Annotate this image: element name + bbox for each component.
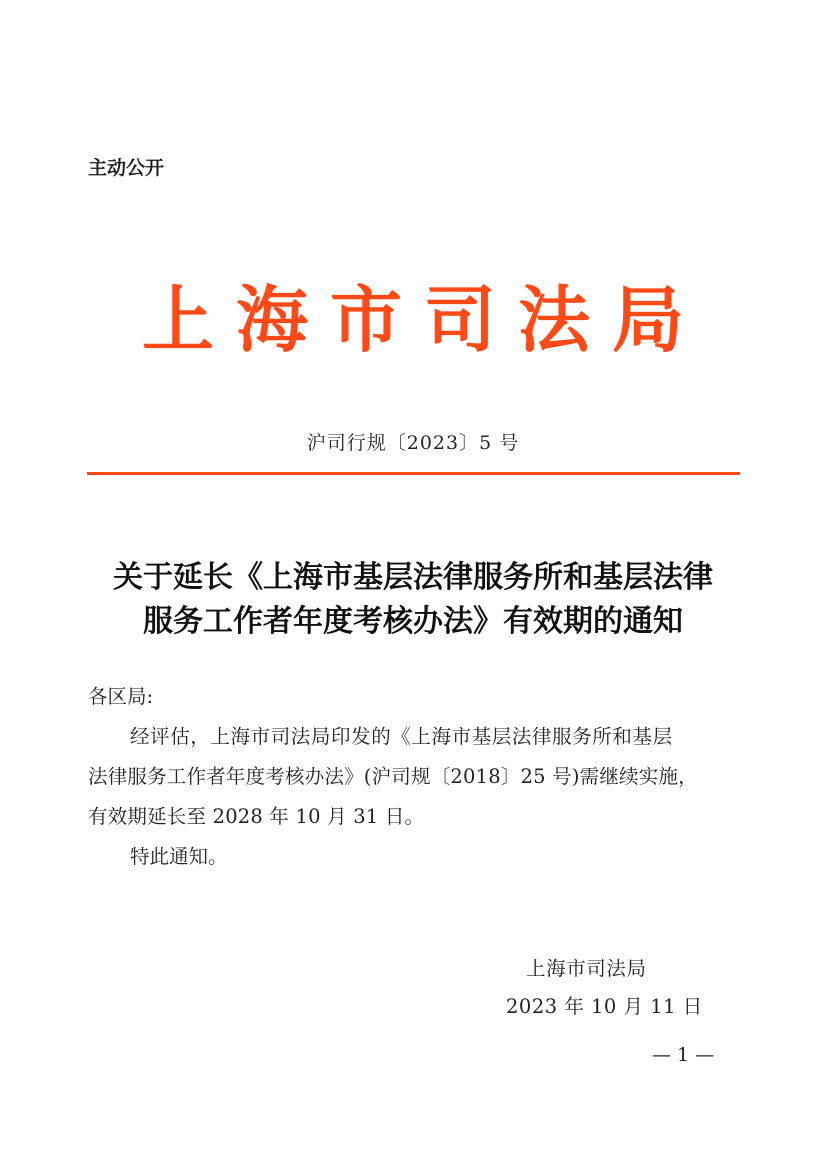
body-paragraph-1-line-1: 经评估，上海市司法局印发的《上海市基层法律服务所和基层 [130,725,673,748]
body-paragraph-1-line-2: 法律服务工作者年度考核办法》(沪司规〔2018〕25 号)需继续实施， [88,765,698,788]
signature-date: 2023 年 10 月 11 日 [506,995,703,1018]
header-divider [87,472,740,475]
document-title-line-1: 关于延长《上海市基层法律服务所和基层法律 [113,560,713,595]
document-title [60,556,766,644]
disclosure-label: 主动公开 [88,157,165,179]
issuer-header: 上海市司法局 [141,277,706,362]
signature-organization: 上海市司法局 [526,957,647,980]
body-paragraph-2: 特此通知。 [130,845,228,868]
body-paragraph-1-line-3: 有效期延长至 2028 年 10 月 31 日。 [88,805,425,828]
salutation: 各区局: [88,685,154,708]
document-title-line-2: 服务工作者年度考核办法》有效期的通知 [143,604,683,639]
document-number: 沪司行规〔2023〕5 号 [306,432,520,454]
page-number: — 1 — [652,1044,715,1066]
